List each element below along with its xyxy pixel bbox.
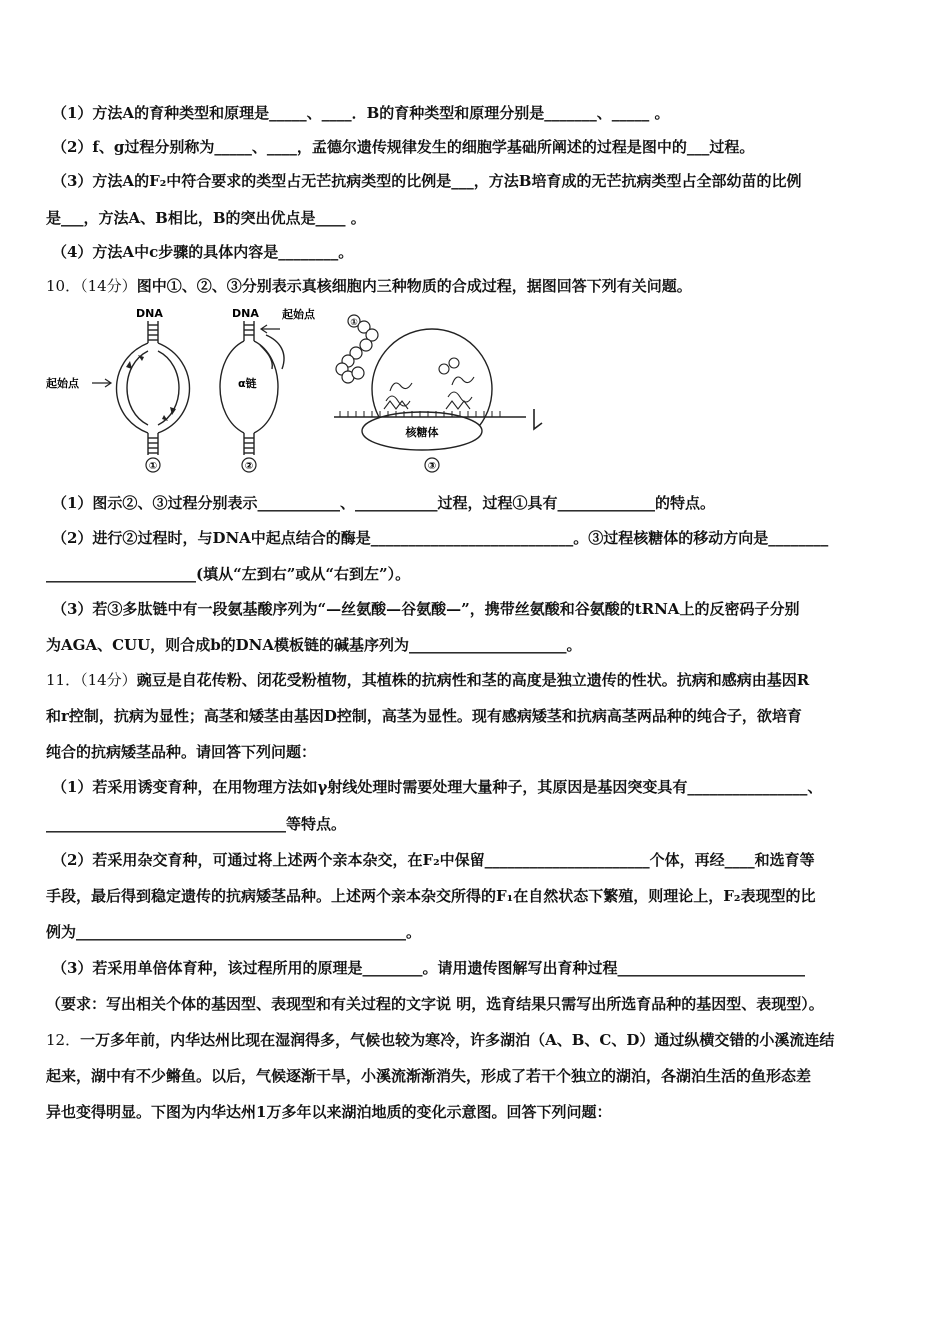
q10-part3-line2: 为AGA、CUU，则合成b的DNA模板链的碱基序列为_____________________。 xyxy=(46,636,582,654)
fig2-alpha-chain-label: α链 xyxy=(238,377,257,390)
fig1-dna-label: DNA xyxy=(136,307,163,320)
fig2-dna-label: DNA xyxy=(232,307,259,320)
fig2-origin-label: 起始点 xyxy=(282,308,315,321)
fig3-ribosome-label: 核糖体 xyxy=(405,426,439,439)
q10-number: 10．（14分） xyxy=(46,277,137,295)
q12-stem-line1 xyxy=(46,1030,908,1050)
q11-stem-text-1: 豌豆是自花传粉、闭花受粉植物，其植株的抗病性和茎的高度是独立遗传的性状。抗病和感病由基因R xyxy=(136,671,810,689)
figure-2-transcription xyxy=(220,307,316,472)
q10-part2-line1: （2）进行②过程时，与DNA中起点结合的酶是___________________________。③过程核糖体的移动方向是________ xyxy=(52,529,829,547)
q11-part2-line2: 手段，最后得到稳定遗传的抗病矮茎品种。上述两个亲本杂交所得的F₁在自然状态下繁殖，则理论上，F₂表现型的比 xyxy=(46,887,816,905)
q11-part2-line1: （2）若采用杂交育种，可通过将上述两个亲本杂交，在F₂中保留______________________个体，再经____和选育等 xyxy=(52,851,815,869)
q12-stem-line2: 起来，湖中有不少鳉鱼。以后，气候逐渐干旱，小溪流渐渐消失，形成了若干个独立的湖泊，各湖泊生活的鱼形态差 xyxy=(46,1067,812,1085)
q11-part3-line2: （要求：写出相关个体的基因型、表现型和有关过程的文字说 明，选育结果只需写出所选育品种的基因型、表现型）。 xyxy=(46,995,824,1013)
q10-part2-line2: ____________________(填从“左到右”或从“右到左”）。 xyxy=(46,565,411,583)
q9-part3-line2: 是___，方法A、B相比，B的突出优点是____ 。 xyxy=(46,209,366,227)
fig1-number: ① xyxy=(148,461,158,472)
fig3-number: ③ xyxy=(427,461,437,472)
q11-part2-line3: 例为____________________________________________。 xyxy=(46,923,422,941)
q9-part2: （2）f、g过程分别称为_____、____，孟德尔遗传规律发生的细胞学基础所阐述的过程是图中的___过程。 xyxy=(52,138,755,156)
figure-1-dna-replication xyxy=(46,307,190,472)
q11-stem-line1 xyxy=(46,670,908,690)
fig3-chain-start-number: ① xyxy=(350,318,358,328)
q12-stem-text-1: 一万多年前，内华达州比现在湿润得多，气候也较为寒冷，许多湖泊（A、B、C、D）通过纵横交错的小溪流连结 xyxy=(80,1031,835,1049)
q12-number: 12． xyxy=(46,1031,81,1049)
q12-stem-line3: 异也变得明显。下图为内华达州1万多年以来湖泊地质的变化示意图。回答下列问题： xyxy=(46,1103,612,1121)
q11-stem-line2: 和r控制，抗病为显性；高茎和矮茎由基因D控制，高茎为显性。现有感病矮茎和抗病高茎两品种的纯合子，欲培育 xyxy=(46,707,802,725)
q9-part1: （1）方法A的育种类型和原理是_____、____．B的育种类型和原理分别是_______、_____ 。 xyxy=(52,104,670,122)
q11-part3-line1: （3）若采用单倍体育种，该过程所用的原理是________。请用遗传图解写出育种过程_________________________ xyxy=(52,959,805,977)
q9-part4: （4）方法A中c步骤的具体内容是________。 xyxy=(52,243,354,261)
q9-part3-line1: （3）方法A的F₂中符合要求的类型占无芒抗病类型的比例是___，方法B培育成的无芒抗病类型占全部幼苗的比例 xyxy=(52,172,802,190)
q10-stem-text: 图中①、②、③分别表示真核细胞内三种物质的合成过程，据图回答下列有关问题。 xyxy=(136,277,692,295)
q11-stem-line3: 纯合的抗病矮茎品种。请回答下列问题： xyxy=(46,743,317,761)
fig2-number: ② xyxy=(244,461,254,472)
q11-part1-line1: （1）若采用诱变育种，在用物理方法如γ射线处理时需要处理大量种子，其原因是基因突变具有________________、 xyxy=(52,778,823,796)
fig1-origin-label: 起始点 xyxy=(46,377,79,390)
synthesis-process-figure xyxy=(44,305,544,475)
q10-stem xyxy=(46,276,908,296)
q11-part1-line2: ________________________________等特点。 xyxy=(46,815,347,833)
q10-part3-line1: （3）若③多肽链中有一段氨基酸序列为“—丝氨酸—谷氨酸—”，携带丝氨酸和谷氨酸的tRNA上的反密码子分别 xyxy=(52,600,800,618)
q11-number: 11．（14分） xyxy=(46,671,137,689)
figure-3-translation xyxy=(334,315,542,472)
q10-part1: （1）图示②、③过程分别表示___________、___________过程，过程①具有_____________的特点。 xyxy=(52,494,715,512)
